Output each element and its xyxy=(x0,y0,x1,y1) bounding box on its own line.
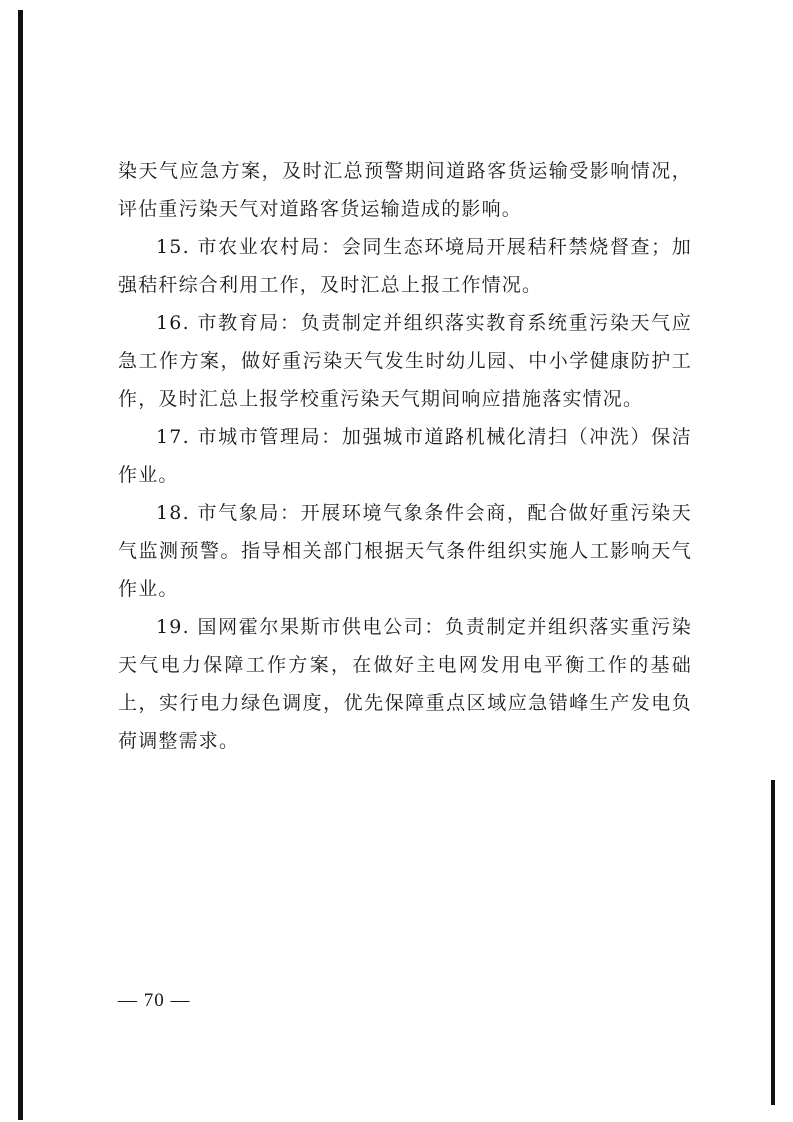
binding-edge-right xyxy=(771,780,775,1105)
body-text xyxy=(118,152,692,760)
paragraph-item-15: 15. 市农业农村局：会同生态环境局开展秸秆禁烧督查；加强秸秆综合利用工作，及时汇总上报工作情况。 xyxy=(118,236,692,296)
paragraph-item-19: 19. 国网霍尔果斯市供电公司：负责制定并组织落实重污染天气电力保障工作方案，在做好主电网发用电平衡工作的基础上，实行电力绿色调度，优先保障重点区域应急错峰生产发电负荷调整需求。 xyxy=(118,616,692,752)
paragraph-item-18: 18. 市气象局：开展环境气象条件会商，配合做好重污染天气监测预警。指导相关部门根据天气条件组织实施人工影响天气作业。 xyxy=(118,502,692,600)
page-number: — 70 — xyxy=(118,990,191,1011)
paragraph-continuation: 染天气应急方案，及时汇总预警期间道路客货运输受影响情况，评估重污染天气对道路客货运输造成的影响。 xyxy=(118,160,692,220)
paragraph-item-17: 17. 市城市管理局：加强城市道路机械化清扫（冲洗）保洁作业。 xyxy=(118,426,692,486)
paragraph-item-16: 16. 市教育局：负责制定并组织落实教育系统重污染天气应急工作方案，做好重污染天气发生时幼儿园、中小学健康防护工作，及时汇总上报学校重污染天气期间响应措施落实情况。 xyxy=(118,312,692,410)
binding-edge-left xyxy=(18,10,23,1120)
